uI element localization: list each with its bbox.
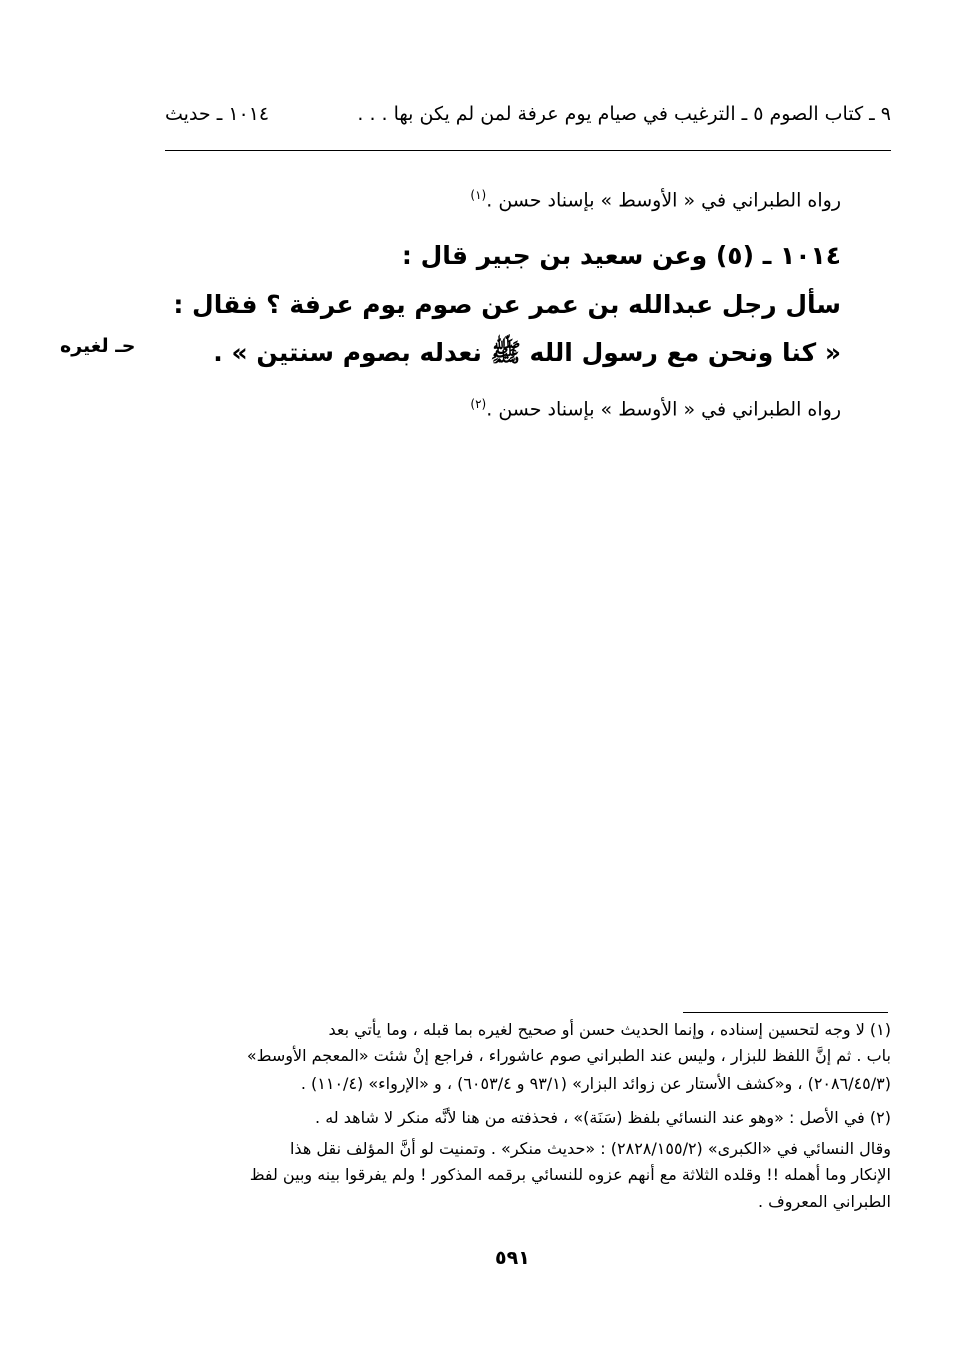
footnote-line: (٢) في الأصل : «وهو عند النسائي بلفظ (سَنَة)» ، فحذفته من هنا لأنَّه منكر لا شاهد له . xyxy=(315,1108,891,1127)
footnote-line: (١) لا وجه لتحسين إسناده ، وإنما الحديث حسن أو صحيح لغيره بما قبله ، وما يأتي بعد xyxy=(328,1020,891,1039)
hadith-heading: ١٠١٤ ـ (٥) وعن سعيد بن جبير قال : xyxy=(401,241,841,270)
hadith-text-line-1: سأل رجل عبدالله بن عمر عن صوم يوم عرفة ؟ فقال : xyxy=(173,290,841,319)
footnote-line: وقال النسائي في «الكبرى» (٢٨٢٨/١٥٥/٢) : «حديث منكر» . وتمنيت لو أنَّ المؤلف نقل هذا xyxy=(289,1139,891,1158)
running-header-hadith-number: ١٠١٤ ـ حديث xyxy=(165,103,270,125)
hadith-grade-margin-note: حـ لغيره xyxy=(60,335,136,357)
footnote-line: الإنكار وما أهمله !! وقلده الثلاثة مع أنهم عزوه للنسائي برقمه المذكور ! ولم يفرقوا بينه وبين لفظ xyxy=(249,1165,891,1184)
footnote-marker-2: (٢) xyxy=(470,397,487,411)
hadith-text-line-2: « كنا ونحن مع رسول الله ﷺ نعدله بصوم سنتين » . xyxy=(213,338,841,367)
footnote-marker-1: (١) xyxy=(470,188,487,202)
running-header-chapter: ٩ ـ كتاب الصوم ٥ ـ الترغيب في صيام يوم عرفة لمن لم يكن بها . . . xyxy=(357,103,891,125)
body-line-narration-1 xyxy=(470,188,841,211)
footnote-line: الطبراني المعروف . xyxy=(757,1192,891,1211)
page-number: ٥٩١ xyxy=(495,1247,530,1269)
footnote-rule xyxy=(683,1012,888,1013)
header-rule xyxy=(165,150,891,151)
narration-text: رواه الطبراني في « الأوسط » بإسناد حسن . xyxy=(486,398,841,421)
footnote-line: (٢٠٨٦/٤٥/٣) ، و«كشف الأستار عن زوائد البزار» (٩٣/١ و ٦٠٥٣/٤) ، و «الإرواء» (١١٠/٤) . xyxy=(300,1074,891,1093)
narration-text: رواه الطبراني في « الأوسط » بإسناد حسن . xyxy=(486,189,841,212)
body-line-narration-2 xyxy=(470,397,841,420)
footnote-line: باب . ثم إنَّ اللفظ للبزار ، وليس عند الطبراني صوم عاشوراء ، فراجع إنْ شئت «المعجم الأوسط» xyxy=(246,1046,891,1065)
